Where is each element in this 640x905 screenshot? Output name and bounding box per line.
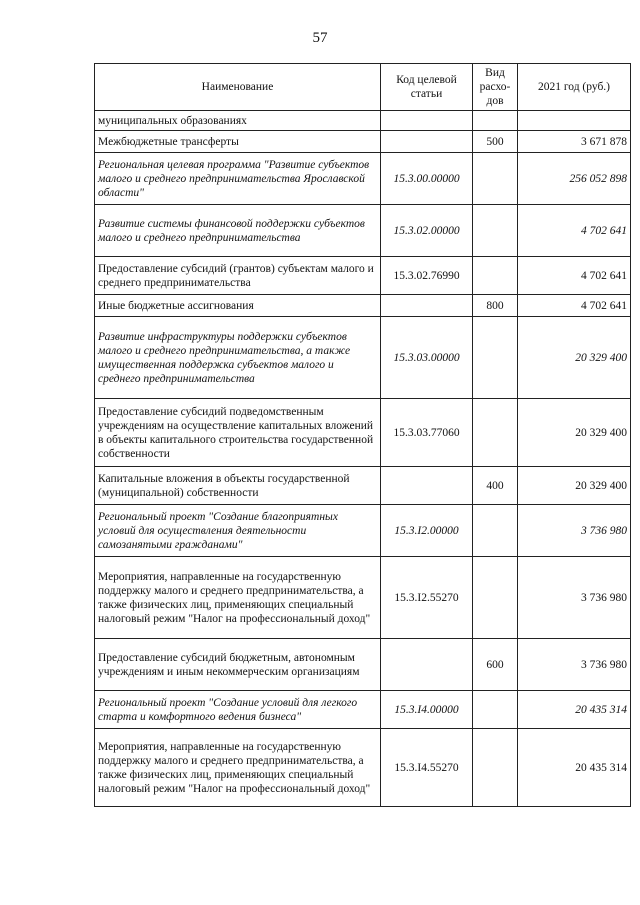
row-name: Региональный проект "Создание благоприятных условий для осуществления деятельности самозанятыми гражданами": [95, 505, 381, 557]
row-type: [473, 111, 518, 131]
row-code: 15.3.03.77060: [381, 399, 473, 467]
table-row: [95, 257, 631, 295]
row-amount: 3 671 878: [518, 131, 631, 153]
row-name: муниципальных образованиях: [95, 111, 381, 131]
table-row: [95, 639, 631, 691]
row-amount: 4 702 641: [518, 257, 631, 295]
table-row: [95, 131, 631, 153]
row-type: 600: [473, 639, 518, 691]
row-type: [473, 205, 518, 257]
row-amount: 20 329 400: [518, 317, 631, 399]
table-body: [95, 111, 631, 807]
row-name: Мероприятия, направленные на государственную поддержку малого и среднего предпринимательства, а также физических лиц, применяющих специальный налоговый режим "Налог на профессиональный доход": [95, 557, 381, 639]
page-number: 57: [312, 30, 328, 46]
row-amount: 20 435 314: [518, 691, 631, 729]
row-code: 15.3.02.76990: [381, 257, 473, 295]
row-code: [381, 111, 473, 131]
row-type: [473, 691, 518, 729]
row-type: [473, 557, 518, 639]
table-row: [95, 505, 631, 557]
row-name: Капитальные вложения в объекты государственной (муниципальной) собственности: [95, 467, 381, 505]
row-code: 15.3.I4.00000: [381, 691, 473, 729]
row-name: Развитие системы финансовой поддержки субъектов малого и среднего предпринимательства: [95, 205, 381, 257]
row-type: 500: [473, 131, 518, 153]
header-code: Код целевой статьи: [381, 64, 473, 111]
row-type: 400: [473, 467, 518, 505]
table-row: [95, 691, 631, 729]
row-name: Развитие инфраструктуры поддержки субъектов малого и среднего предпринимательства, а также имущественная поддержка субъектов малого и среднего предпринимательства: [95, 317, 381, 399]
row-type: [473, 399, 518, 467]
table-row: [95, 557, 631, 639]
table-row: [95, 729, 631, 807]
row-code: [381, 295, 473, 317]
row-type: [473, 505, 518, 557]
row-code: 15.3.I4.55270: [381, 729, 473, 807]
table-row: [95, 111, 631, 131]
budget-table: [94, 63, 631, 807]
row-name: Предоставление субсидий подведомственным учреждениям на осуществление капитальных вложений в объекты капитального строительства государственной собственности: [95, 399, 381, 467]
table-header-row: [95, 64, 631, 111]
row-code: [381, 131, 473, 153]
header-name: Наименование: [95, 64, 381, 111]
row-code: 15.3.I2.55270: [381, 557, 473, 639]
table-row: [95, 295, 631, 317]
row-name: Предоставление субсидий бюджетным, автономным учреждениям и иным некоммерческим организациям: [95, 639, 381, 691]
row-name: Предоставление субсидий (грантов) субъектам малого и среднего предпринимательства: [95, 257, 381, 295]
table-row: [95, 205, 631, 257]
row-name: Региональный проект "Создание условий для легкого старта и комфортного ведения бизнеса": [95, 691, 381, 729]
table-row: [95, 467, 631, 505]
row-amount: 3 736 980: [518, 505, 631, 557]
row-code: 15.3.02.00000: [381, 205, 473, 257]
row-amount: 20 435 314: [518, 729, 631, 807]
row-amount: 256 052 898: [518, 153, 631, 205]
row-name: Иные бюджетные ассигнования: [95, 295, 381, 317]
table-row: [95, 399, 631, 467]
row-type: [473, 257, 518, 295]
row-amount: 3 736 980: [518, 639, 631, 691]
row-amount: 20 329 400: [518, 399, 631, 467]
row-code: [381, 467, 473, 505]
table-row: [95, 317, 631, 399]
row-name: Межбюджетные трансферты: [95, 131, 381, 153]
row-amount: 4 702 641: [518, 295, 631, 317]
header-type: Вид расхо-дов: [473, 64, 518, 111]
row-code: [381, 639, 473, 691]
row-type: 800: [473, 295, 518, 317]
row-name: Мероприятия, направленные на государственную поддержку малого и среднего предпринимательства, а также физических лиц, применяющих специальный налоговый режим "Налог на профессиональный доход": [95, 729, 381, 807]
row-amount: 20 329 400: [518, 467, 631, 505]
row-type: [473, 317, 518, 399]
row-type: [473, 153, 518, 205]
table-row: [95, 153, 631, 205]
row-amount: [518, 111, 631, 131]
row-code: 15.3.03.00000: [381, 317, 473, 399]
row-name: Региональная целевая программа "Развитие субъектов малого и среднего предпринимательства Ярославской области": [95, 153, 381, 205]
header-amount: 2021 год (руб.): [518, 64, 631, 111]
row-amount: 4 702 641: [518, 205, 631, 257]
row-code: 15.3.I2.00000: [381, 505, 473, 557]
row-amount: 3 736 980: [518, 557, 631, 639]
row-type: [473, 729, 518, 807]
row-code: 15.3.00.00000: [381, 153, 473, 205]
